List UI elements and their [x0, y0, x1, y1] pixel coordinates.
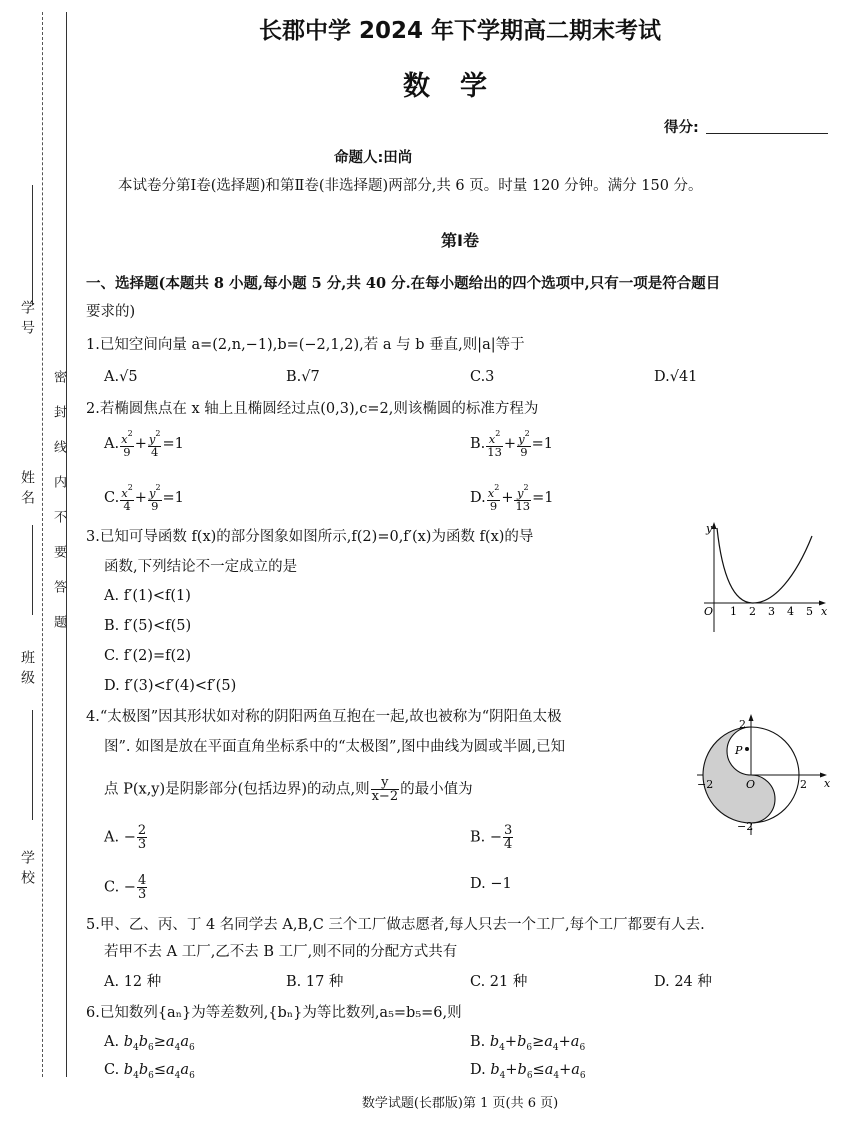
- q6-option-a: A. $b_4b_6\ge a_4a_6$: [104, 1034, 195, 1053]
- field-label-class: 班级: [19, 650, 35, 690]
- q6-option-d: D. $b_4+b_6\le a_4+a_6$: [470, 1062, 586, 1081]
- section-heading-line1: 一、选择题(本题共 8 小题,每小题 5 分,共 40 分.在每小题给出的四个选项中,只有一项是符合题目: [86, 275, 721, 292]
- q3-stem-line1: 3.已知可导函数 f(x)的部分图象如图所示,f(2)=0,f′(x)为函数 f(x)的导: [86, 529, 534, 545]
- q3-option-a: A. f′(1)<f(1): [104, 588, 191, 604]
- q4-fraction: $\frac{y}{x-2}$: [371, 775, 399, 804]
- q3-option-c: C. f′(2)=f(2): [104, 648, 192, 664]
- q3-function-graph: [690, 520, 830, 635]
- q4-stem-line2: 图”. 如图是放在平面直角坐标系中的“太极图”,图中曲线为圆或半圆,已知: [104, 739, 566, 755]
- q2-option-b: B. $\frac{x^2}{13}$ + $\frac{y^2}{9}$ =1: [470, 429, 554, 459]
- q4-label-x: x: [824, 777, 831, 790]
- q3-xlabel: x: [821, 605, 828, 618]
- q1-option-c: C.3: [470, 369, 495, 385]
- q5-stem-line2: 若甲不去 A 工厂,乙不去 B 工厂,则不同的分配方式共有: [104, 944, 458, 960]
- q6-option-b: B. $b_4+b_6\ge a_4+a_6$: [470, 1034, 586, 1053]
- field-label-school: 学校: [19, 850, 35, 890]
- field-label-student-id: 学号: [19, 300, 35, 340]
- q3-curve: [717, 528, 812, 603]
- q4-stem-line3: [104, 776, 473, 803]
- field-line-student-id: [32, 185, 33, 305]
- q3-tick-4: 4: [787, 605, 794, 618]
- q4-stem-line3-text: 点 P(x,y)是阴影部分(包括边界)的动点,则: [104, 781, 370, 798]
- field-line-class: [32, 710, 33, 820]
- q4-taiji-figure: [693, 713, 833, 838]
- q3-y-arrow: [712, 522, 717, 529]
- q5-stem-line1: 5.甲、乙、丙、丁 4 名同学去 A,B,C 三个工厂做志愿者,每人只去一个工厂,每个工厂都要有人去.: [86, 917, 705, 933]
- q3-ylabel: y: [706, 522, 713, 535]
- q4-label-pos2-x: 2: [800, 778, 807, 791]
- q1-option-d: D.√41: [654, 369, 698, 385]
- q4-stem-line3-tail: 的最小值为: [400, 781, 473, 798]
- author-line: 命题人:田尚: [334, 150, 413, 166]
- q5-option-b: B. 17 种: [286, 974, 344, 990]
- exam-subject: 数学: [403, 71, 517, 102]
- q4-stem-line1: 4.“太极图”因其形状如对称的阴阳两鱼互抱在一起,故也被称为“阴阳鱼太极: [86, 709, 562, 725]
- q2-option-a: A. $\frac{x^2}{9}$ + $\frac{y^2}{4}$ =1: [104, 429, 184, 459]
- q4-option-a: A. − $\frac{2}{3}$: [104, 823, 147, 852]
- q3-tick-1: 1: [730, 605, 737, 618]
- q3-option-b: B. f′(5)<f(5): [104, 618, 192, 634]
- q3-origin: O: [704, 605, 714, 618]
- page-footer: 数学试题(长郡版)第 1 页(共 6 页): [361, 1096, 559, 1111]
- field-line-name: [32, 525, 33, 615]
- q3-option-d: D. f′(3)<f′(4)<f′(5): [104, 678, 237, 694]
- q2-option-c: C. $\frac{x^2}{4}$ + $\frac{y^2}{9}$ =1: [104, 483, 184, 513]
- q1-option-b: B.√7: [286, 369, 320, 385]
- q2-stem: 2.若椭圆焦点在 x 轴上且椭圆经过点(0,3),c=2,则该椭圆的标准方程为: [86, 401, 539, 417]
- seal-text: 密封线内不要答题: [51, 370, 66, 650]
- score-label: 得分:: [664, 120, 699, 136]
- q5-option-c: C. 21 种: [470, 974, 528, 990]
- q4-option-d: D. −1: [470, 876, 512, 892]
- q4-label-pos2-y: 2: [739, 718, 746, 731]
- q3-tick-2: 2: [749, 605, 756, 618]
- q4-point-p: [745, 747, 749, 751]
- q3-tick-3: 3: [768, 605, 775, 618]
- q4-label-neg2-x: −2: [697, 778, 714, 791]
- q1-stem: 1.已知空间向量 a=(2,n,−1),b=(−2,1,2),若 a 与 b 垂直,则|a|等于: [86, 337, 525, 353]
- intro-text: 本试卷分第Ⅰ卷(选择题)和第Ⅱ卷(非选择题)两部分,共 6 页。时量 120 分钟。满分 150 分。: [118, 178, 703, 194]
- q4-label-neg2-y: −2: [737, 820, 754, 833]
- q4-label-p: P: [735, 744, 743, 757]
- field-label-name: 姓名: [19, 470, 35, 510]
- q4-label-origin: O: [746, 778, 756, 791]
- q4-option-b: B. − $\frac{3}{4}$: [470, 823, 513, 852]
- q6-option-c: C. $b_4b_6\le a_4a_6$: [104, 1062, 195, 1081]
- q5-option-a: A. 12 种: [104, 974, 162, 990]
- section-heading-line2: 要求的): [86, 304, 136, 320]
- margin-dashed-line: [42, 12, 43, 1077]
- q2-option-d: D. $\frac{x^2}{9}$ + $\frac{y^2}{13}$ =1: [470, 483, 554, 513]
- q4-y-arrow: [749, 714, 754, 721]
- q5-option-d: D. 24 种: [654, 974, 712, 990]
- score-blank-line: [706, 133, 828, 134]
- q1-option-a: A.√5: [104, 369, 138, 385]
- q3-stem-line2: 函数,下列结论不一定成立的是: [104, 559, 298, 575]
- exam-title: 长郡中学 2024 年下学期高二期末考试: [258, 18, 662, 44]
- q4-option-c: C. − $\frac{4}{3}$: [104, 873, 147, 902]
- volume-heading: 第Ⅰ卷: [441, 231, 479, 250]
- q3-tick-5: 5: [806, 605, 813, 618]
- q6-stem: 6.已知数列{aₙ}为等差数列,{bₙ}为等比数列,a₅=b₅=6,则: [86, 1005, 462, 1021]
